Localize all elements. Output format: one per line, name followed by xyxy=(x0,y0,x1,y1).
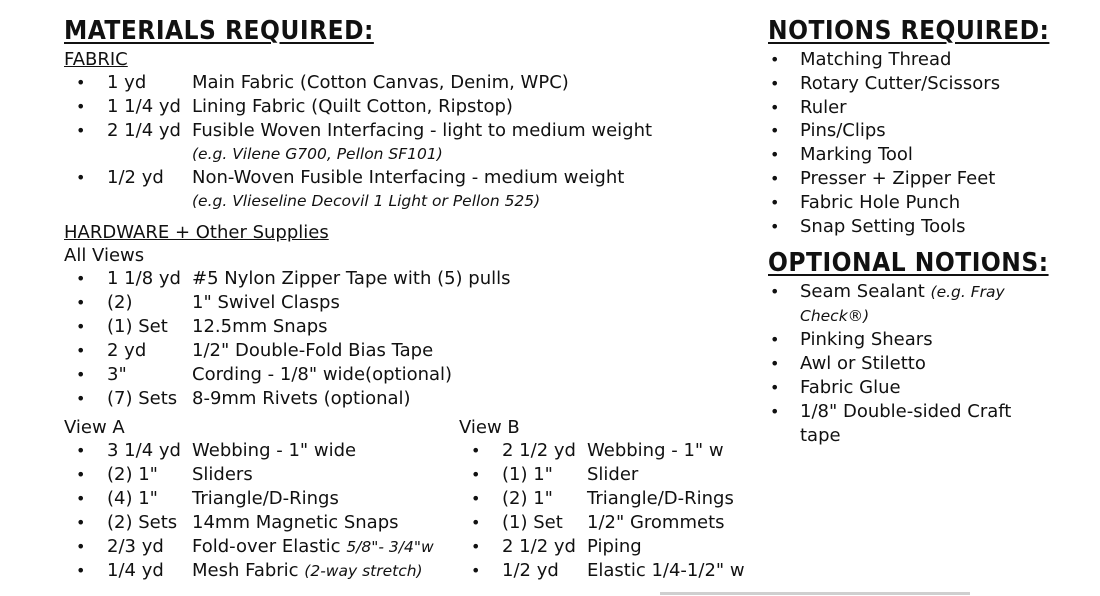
bullet-icon: • xyxy=(770,168,780,188)
page-bottom-divider xyxy=(660,592,970,595)
bullet-icon: • xyxy=(770,377,780,397)
list-item: • Pinking Shears xyxy=(770,329,933,351)
list-item: • (2) 1" Triangle/D-Rings xyxy=(471,488,734,509)
list-item: • Fabric Glue xyxy=(770,376,901,398)
materials-section xyxy=(64,16,754,411)
list-item: • 3 1/4 yd Webbing - 1" wide xyxy=(76,440,357,461)
list-item: • Fabric Hole Punch xyxy=(770,191,961,213)
bullet-icon: • xyxy=(471,441,481,460)
bullet-icon: • xyxy=(76,389,86,408)
list-item: • 2 yd 1/2" Double-Fold Bias Tape xyxy=(76,340,434,361)
list-item: • (2) Sets 14mm Magnetic Snaps xyxy=(76,512,399,533)
list-item: • 1/8" Double-sided Craft tape xyxy=(770,400,1012,446)
list-item: • (7) Sets 8-9mm Rivets (optional) xyxy=(76,388,411,409)
bullet-icon: • xyxy=(76,513,86,532)
list-item: • Awl or Stiletto xyxy=(770,353,926,375)
view-b-section xyxy=(459,416,759,583)
materials-heading: MATERIALS REQUIRED: xyxy=(64,16,374,46)
bullet-icon: • xyxy=(770,330,780,350)
list-item: • 3" Cording - 1/8" wide(optional) xyxy=(76,364,453,385)
list-item: • (2) 1" Swivel Clasps xyxy=(76,292,340,313)
list-item: • 2 1/4 yd Fusible Woven Interfacing - light to medium weight (e.g. Vilene G700, Pellon SF101) xyxy=(76,120,653,163)
bullet-icon: • xyxy=(770,50,780,69)
list-item: • 1/2 yd Elastic 1/4-1/2" w xyxy=(471,560,745,581)
bullet-icon: • xyxy=(76,365,86,384)
bullet-icon: • xyxy=(76,73,86,92)
list-item: • Presser + Zipper Feet xyxy=(770,167,996,189)
hardware-subheading: HARDWARE + Other Supplies xyxy=(64,222,329,243)
view-a-label: View A xyxy=(64,417,125,438)
list-item: • 1 1/8 yd #5 Nylon Zipper Tape with (5) pulls xyxy=(76,268,511,289)
bullet-icon: • xyxy=(770,216,780,236)
list-item: • 2 1/2 yd Webbing - 1" w xyxy=(471,440,724,461)
bullet-icon: • xyxy=(76,293,86,312)
list-item: • (4) 1" Triangle/D-Rings xyxy=(76,488,339,509)
bullet-icon: • xyxy=(471,465,481,484)
view-a-section xyxy=(64,416,464,583)
list-item: • (1) Set 12.5mm Snaps xyxy=(76,316,328,337)
bullet-icon: • xyxy=(76,121,86,140)
bullet-icon: • xyxy=(471,489,481,508)
optional-notions-list xyxy=(768,280,1068,447)
all-views-list xyxy=(64,267,754,411)
list-item: • Matching Thread xyxy=(770,49,952,70)
bullet-icon: • xyxy=(76,317,86,336)
bullet-icon: • xyxy=(471,513,481,532)
notions-section xyxy=(768,16,1068,448)
bullet-icon: • xyxy=(770,354,780,374)
bullet-icon: • xyxy=(76,269,86,288)
bullet-icon: • xyxy=(770,121,780,141)
list-item: • Ruler xyxy=(770,96,847,118)
list-item: • 1 yd Main Fabric (Cotton Canvas, Denim, WPC) xyxy=(76,72,569,93)
bullet-icon: • xyxy=(770,282,780,302)
bullet-icon: • xyxy=(770,401,780,421)
list-item: • (1) Set 1/2" Grommets xyxy=(471,512,725,533)
bullet-icon: • xyxy=(471,537,481,556)
list-item: • Pins/Clips xyxy=(770,120,886,142)
bullet-icon: • xyxy=(471,561,481,580)
notions-heading: NOTIONS REQUIRED: xyxy=(768,16,1050,46)
list-item: • Marking Tool xyxy=(770,144,913,166)
fabric-list xyxy=(64,71,754,213)
view-b-label: View B xyxy=(459,417,520,438)
bullet-icon: • xyxy=(76,168,86,187)
all-views-label: All Views xyxy=(64,245,145,266)
bullet-icon: • xyxy=(76,441,86,460)
bullet-icon: • xyxy=(76,561,86,580)
bullet-icon: • xyxy=(76,97,86,116)
list-item: • (2) 1" Sliders xyxy=(76,464,253,485)
fabric-subheading: FABRIC xyxy=(64,49,128,70)
bullet-icon: • xyxy=(76,341,86,360)
view-b-list xyxy=(459,439,759,583)
list-item: • Seam Sealant (e.g. Fray Check®) xyxy=(770,281,1005,326)
list-item: • 1/4 yd Mesh Fabric (2-way stretch) xyxy=(76,560,423,581)
list-item: • 2/3 yd Fold-over Elastic 5/8"- 3/4"w xyxy=(76,536,434,557)
list-item: • (1) 1" Slider xyxy=(471,464,639,485)
bullet-icon: • xyxy=(76,465,86,484)
list-item: • 1/2 yd Non-Woven Fusible Interfacing - medium weight (e.g. Vlieseline Decovil 1 Light or Pellon 525) xyxy=(76,167,625,210)
bullet-icon: • xyxy=(770,192,780,212)
list-item: • Rotary Cutter/Scissors xyxy=(770,72,1001,94)
bullet-icon: • xyxy=(770,73,780,93)
optional-notions-heading: OPTIONAL NOTIONS: xyxy=(768,248,1049,279)
list-item: • 2 1/2 yd Piping xyxy=(471,536,642,557)
notions-list xyxy=(768,48,1068,238)
bullet-icon: • xyxy=(770,145,780,165)
bullet-icon: • xyxy=(76,489,86,508)
list-item: • Snap Setting Tools xyxy=(770,215,966,237)
bullet-icon: • xyxy=(76,537,86,556)
bullet-icon: • xyxy=(770,97,780,117)
view-a-list xyxy=(64,439,464,583)
list-item: • 1 1/4 yd Lining Fabric (Quilt Cotton, Ripstop) xyxy=(76,96,513,117)
